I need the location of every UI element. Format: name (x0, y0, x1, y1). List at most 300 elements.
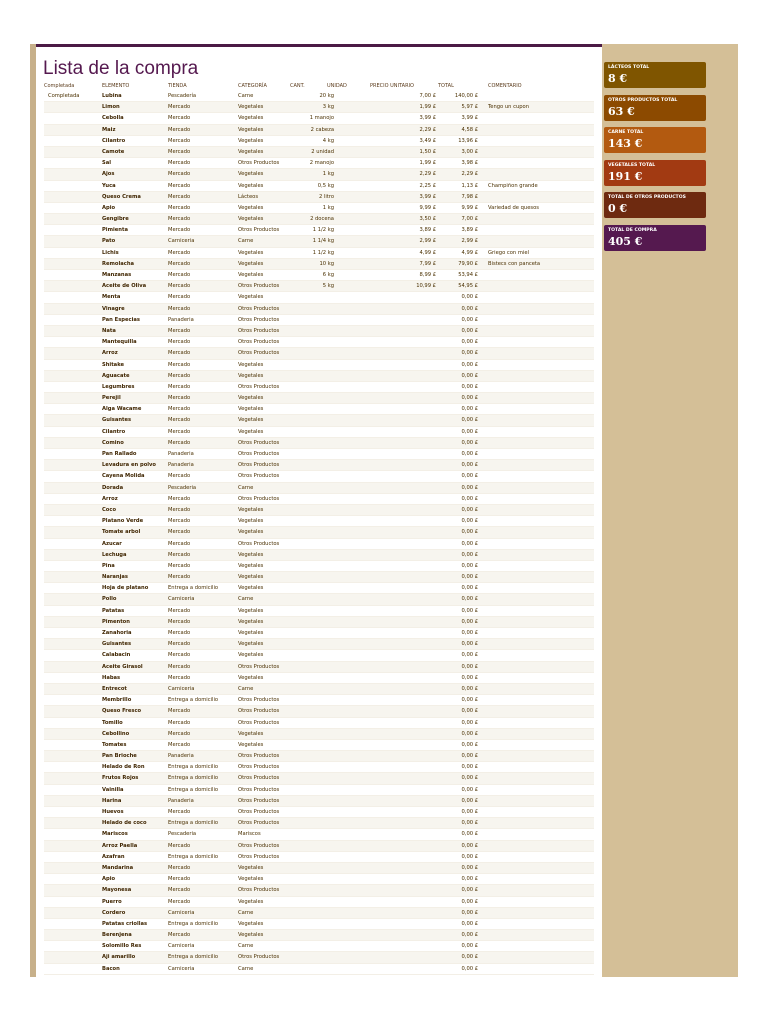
table-row[interactable] (44, 371, 594, 382)
store-cell[interactable]: Mercado (168, 260, 191, 267)
item-cell[interactable]: Apio (102, 204, 116, 211)
unit-price-cell[interactable]: 1,99 £ (419, 160, 436, 167)
table-row[interactable] (44, 505, 594, 516)
store-cell[interactable]: Mercado (168, 473, 191, 480)
category-cell[interactable]: Vegetales (238, 607, 264, 614)
category-cell[interactable]: Vegetales (238, 506, 264, 513)
item-cell[interactable]: Alga Wacame (102, 406, 142, 413)
item-cell[interactable]: Helado de Ron (102, 764, 145, 771)
quantity-cell[interactable]: 0,5 kg (317, 182, 334, 189)
store-cell[interactable]: Entrega a domicilio (168, 920, 219, 927)
item-cell[interactable]: Helado de coco (102, 820, 147, 827)
total-cell[interactable]: 0,00 £ (461, 428, 478, 435)
store-cell[interactable]: Mercado (168, 898, 191, 905)
unit-price-cell[interactable]: 9,99 £ (419, 204, 436, 211)
quantity-cell[interactable]: 3 kg (322, 104, 334, 111)
total-cell[interactable]: 0,00 £ (461, 876, 478, 883)
category-cell[interactable]: Vegetales (238, 272, 264, 278)
store-cell[interactable]: Mercado (168, 294, 191, 301)
unit-price-cell[interactable]: 7,00 £ (419, 93, 436, 99)
table-row[interactable] (44, 236, 594, 247)
item-cell[interactable]: Harina (102, 797, 122, 804)
total-cell[interactable]: 79,90 £ (458, 260, 478, 267)
total-cell[interactable]: 0,00 £ (461, 853, 478, 860)
total-cell[interactable]: 0,00 £ (461, 887, 478, 894)
unit-price-cell[interactable]: 2,25 £ (419, 182, 436, 189)
total-cell[interactable]: 0,00 £ (461, 607, 478, 614)
total-cell[interactable]: 0,00 £ (461, 954, 478, 961)
category-cell[interactable]: Vegetales (238, 932, 264, 939)
category-cell[interactable]: Otros Productos (238, 708, 280, 715)
total-cell[interactable]: 0,00 £ (461, 417, 478, 424)
store-cell[interactable]: Mercado (168, 540, 191, 547)
store-cell[interactable]: Mercado (168, 809, 191, 815)
quantity-cell[interactable]: 1 1/2 kg (312, 227, 334, 234)
item-cell[interactable]: Frutos Rojos (102, 775, 139, 782)
store-cell[interactable]: Mercado (168, 350, 191, 357)
total-cell[interactable]: 5,97 £ (461, 104, 478, 111)
store-cell[interactable]: Carniceria (168, 909, 195, 916)
category-cell[interactable]: Carne (238, 484, 254, 491)
quantity-cell[interactable]: 10 kg (319, 260, 334, 267)
total-cell[interactable]: 0,00 £ (461, 316, 478, 323)
total-cell[interactable]: 0,00 £ (461, 697, 478, 704)
category-cell[interactable]: Vegetales (238, 171, 264, 178)
table-row[interactable] (44, 751, 594, 762)
table-row[interactable] (44, 897, 594, 908)
table-row[interactable] (44, 158, 594, 169)
total-cell[interactable]: 0,00 £ (461, 741, 478, 748)
unit-price-cell[interactable]: 7,99 £ (419, 260, 436, 267)
item-cell[interactable]: Arroz (102, 495, 118, 502)
store-cell[interactable]: Mercado (168, 708, 191, 715)
quantity-cell[interactable]: 2 cabeza (310, 126, 334, 133)
store-cell[interactable]: Mercado (168, 864, 191, 871)
table-row[interactable] (44, 684, 594, 695)
unit-price-cell[interactable]: 3,99 £ (419, 193, 436, 200)
category-cell[interactable]: Otros Productos (238, 753, 280, 760)
store-cell[interactable]: Mercado (168, 630, 191, 636)
quantity-cell[interactable]: 2 docena (310, 216, 334, 223)
item-cell[interactable]: Ajos (102, 171, 115, 178)
category-cell[interactable]: Otros Productos (238, 327, 280, 334)
total-cell[interactable]: 0,00 £ (461, 663, 478, 670)
category-cell[interactable]: Vegetales (238, 361, 264, 368)
comment-cell[interactable]: Griego con miel (488, 249, 529, 256)
category-cell[interactable]: Vegetales (238, 585, 264, 592)
total-cell[interactable]: 0,00 £ (461, 898, 478, 905)
item-cell[interactable]: Gengibre (102, 216, 129, 223)
item-cell[interactable]: Pan Rallado (102, 451, 137, 457)
item-cell[interactable]: Comino (102, 439, 124, 446)
store-cell[interactable]: Entrega a domicilio (168, 853, 219, 860)
header-unit[interactable]: UNIDAD (327, 83, 347, 89)
total-cell[interactable]: 3,99 £ (461, 115, 478, 122)
total-cell[interactable]: 140,00 £ (454, 93, 478, 99)
total-cell[interactable]: 1,13 £ (461, 182, 478, 189)
total-cell[interactable]: 0,00 £ (461, 574, 478, 581)
store-cell[interactable]: Pescaderia (168, 831, 197, 838)
table-row[interactable] (44, 695, 594, 706)
header-unit-price[interactable]: PRECIO UNITARIO (370, 83, 414, 89)
item-cell[interactable]: Menta (102, 294, 121, 301)
item-cell[interactable]: Remolacha (102, 260, 135, 267)
total-cell[interactable]: 0,00 £ (461, 820, 478, 827)
category-cell[interactable]: Vegetales (238, 551, 264, 558)
total-cell[interactable]: 13,96 £ (458, 137, 478, 144)
table-row[interactable] (44, 539, 594, 550)
category-cell[interactable]: Otros Productos (238, 305, 280, 312)
total-cell[interactable]: 0,00 £ (461, 809, 478, 815)
category-cell[interactable]: Vegetales (238, 652, 264, 659)
store-cell[interactable]: Mercado (168, 204, 191, 211)
table-row[interactable] (44, 102, 594, 113)
quantity-cell[interactable]: 20 kg (319, 93, 334, 99)
table-row[interactable] (44, 919, 594, 930)
table-row[interactable] (44, 818, 594, 829)
table-row[interactable] (44, 91, 594, 102)
item-cell[interactable]: Cilantro (102, 428, 126, 435)
total-cell[interactable]: 0,00 £ (461, 786, 478, 793)
item-cell[interactable]: Manzanas (102, 272, 132, 278)
item-cell[interactable]: Coco (102, 506, 117, 513)
store-cell[interactable]: Mercado (168, 249, 191, 256)
category-cell[interactable]: Vegetales (238, 428, 264, 435)
category-cell[interactable]: Mariscos (238, 831, 261, 838)
item-cell[interactable]: Queso Crema (102, 193, 141, 200)
table-row[interactable] (44, 304, 594, 315)
item-cell[interactable]: Maiz (102, 126, 116, 133)
store-cell[interactable]: Mercado (168, 529, 191, 536)
total-cell[interactable]: 0,00 £ (461, 864, 478, 871)
total-cell[interactable]: 0,00 £ (461, 730, 478, 737)
category-cell[interactable]: Carne (238, 909, 254, 916)
item-cell[interactable]: Patatas criollas (102, 920, 148, 927)
comment-cell[interactable]: Bistecs con panceta (488, 260, 541, 267)
store-cell[interactable]: Mercado (168, 551, 191, 558)
total-cell[interactable]: 0,00 £ (461, 842, 478, 849)
store-cell[interactable]: Mercado (168, 171, 191, 178)
total-cell[interactable]: 0,00 £ (461, 361, 478, 368)
total-cell[interactable]: 0,00 £ (461, 965, 478, 972)
store-cell[interactable]: Mercado (168, 137, 191, 144)
table-row[interactable] (44, 393, 594, 404)
item-cell[interactable]: Entrecot (102, 685, 127, 692)
comment-cell[interactable]: Champiñon grande (488, 182, 538, 189)
unit-price-cell[interactable]: 10,99 £ (416, 283, 436, 290)
item-cell[interactable]: Aguacate (102, 372, 130, 379)
store-cell[interactable]: Carniceria (168, 965, 195, 972)
total-cell[interactable]: 0,00 £ (461, 406, 478, 413)
store-cell[interactable]: Entrega a domicilio (168, 775, 219, 782)
item-cell[interactable]: Aji amarillo (102, 954, 136, 961)
store-cell[interactable]: Mercado (168, 618, 191, 625)
category-cell[interactable]: Vegetales (238, 864, 264, 871)
table-row[interactable] (44, 550, 594, 561)
total-cell[interactable]: 0,00 £ (461, 685, 478, 692)
total-cell[interactable]: 2,99 £ (461, 238, 478, 245)
total-cell[interactable]: 54,95 £ (458, 283, 478, 290)
category-cell[interactable]: Otros Productos (238, 663, 280, 670)
store-cell[interactable]: Mercado (168, 641, 191, 648)
store-cell[interactable]: Mercado (168, 417, 191, 424)
total-cell[interactable]: 4,58 £ (461, 126, 478, 133)
item-cell[interactable]: Lichis (102, 249, 119, 256)
total-cell[interactable]: 0,00 £ (461, 350, 478, 357)
total-cell[interactable]: 0,00 £ (461, 506, 478, 513)
category-cell[interactable]: Otros Productos (238, 764, 280, 771)
quantity-cell[interactable]: 1 1/2 kg (312, 249, 334, 256)
total-cell[interactable]: 3,98 £ (461, 160, 478, 167)
store-cell[interactable]: Entrega a domicilio (168, 585, 219, 592)
header-completed[interactable]: Completada (44, 83, 75, 89)
total-cell[interactable]: 0,00 £ (461, 372, 478, 379)
table-row[interactable] (44, 908, 594, 919)
total-cell[interactable]: 0,00 £ (461, 518, 478, 525)
header-total[interactable]: TOTAL (438, 83, 454, 89)
item-cell[interactable]: Platano Verde (102, 518, 144, 525)
item-cell[interactable]: Naranjas (102, 574, 128, 581)
category-cell[interactable]: Vegetales (238, 641, 264, 648)
store-cell[interactable]: Mercado (168, 395, 191, 402)
total-cell[interactable]: 2,29 £ (461, 171, 478, 178)
category-cell[interactable]: Vegetales (238, 104, 264, 111)
total-cell[interactable]: 0,00 £ (461, 943, 478, 950)
category-cell[interactable]: Otros Productos (238, 451, 280, 457)
category-cell[interactable]: Vegetales (238, 137, 264, 144)
unit-price-cell[interactable]: 8,99 £ (419, 272, 436, 278)
store-cell[interactable]: Mercado (168, 104, 191, 111)
unit-price-cell[interactable]: 1,99 £ (419, 104, 436, 111)
item-cell[interactable]: Aceite de Oliva (102, 283, 147, 290)
comment-cell[interactable]: Tengo un cupon (488, 104, 529, 111)
total-cell[interactable]: 0,00 £ (461, 462, 478, 469)
store-cell[interactable]: Panaderia (168, 797, 194, 804)
store-cell[interactable]: Panaderia (168, 316, 194, 323)
total-cell[interactable]: 0,00 £ (461, 674, 478, 681)
table-row[interactable] (44, 449, 594, 460)
category-cell[interactable]: Vegetales (238, 182, 264, 189)
total-cell[interactable]: 0,00 £ (461, 484, 478, 491)
table-row[interactable] (44, 136, 594, 147)
item-cell[interactable]: Habas (102, 674, 121, 681)
store-cell[interactable]: Mercado (168, 406, 191, 413)
table-row[interactable] (44, 852, 594, 863)
header-quantity[interactable]: CANT. (290, 83, 305, 89)
total-cell[interactable]: 3,89 £ (461, 227, 478, 234)
item-cell[interactable]: Levadura en polvo (102, 462, 156, 469)
category-cell[interactable]: Vegetales (238, 249, 264, 256)
table-row[interactable] (44, 885, 594, 896)
header-category[interactable]: CATEGORÍA (238, 83, 267, 89)
store-cell[interactable]: Panaderia (168, 451, 194, 457)
total-cell[interactable]: 0,00 £ (461, 562, 478, 569)
store-cell[interactable]: Mercado (168, 126, 191, 133)
item-cell[interactable]: Arroz (102, 350, 118, 357)
store-cell[interactable]: Entrega a domicilio (168, 764, 219, 771)
store-cell[interactable]: Entrega a domicilio (168, 820, 219, 827)
category-cell[interactable]: Otros Productos (238, 495, 280, 502)
store-cell[interactable]: Entrega a domicilio (168, 954, 219, 961)
item-cell[interactable]: Cordero (102, 909, 126, 916)
store-cell[interactable]: Mercado (168, 227, 191, 234)
total-cell[interactable]: 0,00 £ (461, 797, 478, 804)
item-cell[interactable]: Pina (102, 562, 115, 569)
item-cell[interactable]: Guisantes (102, 417, 132, 424)
category-cell[interactable]: Vegetales (238, 730, 264, 737)
table-row[interactable] (44, 460, 594, 471)
item-cell[interactable]: Cebolla (102, 115, 124, 122)
quantity-cell[interactable]: 1 1/4 kg (312, 238, 334, 245)
store-cell[interactable]: Mercado (168, 876, 191, 883)
store-cell[interactable]: Mercado (168, 574, 191, 581)
item-cell[interactable]: Guisantes (102, 641, 132, 648)
item-cell[interactable]: Huevos (102, 809, 124, 815)
table-row[interactable] (44, 225, 594, 236)
table-row[interactable] (44, 203, 594, 214)
category-cell[interactable]: Otros Productos (238, 160, 280, 167)
item-cell[interactable]: Queso Fresco (102, 708, 142, 715)
store-cell[interactable]: Mercado (168, 495, 191, 502)
store-cell[interactable]: Carniceria (168, 238, 195, 245)
item-cell[interactable]: Pimienta (102, 227, 128, 234)
store-cell[interactable]: Mercado (168, 272, 191, 278)
total-cell[interactable]: 4,99 £ (461, 249, 478, 256)
total-cell[interactable]: 0,00 £ (461, 529, 478, 536)
item-cell[interactable]: Camote (102, 148, 125, 155)
store-cell[interactable]: Mercado (168, 115, 191, 122)
store-cell[interactable]: Carniceria (168, 685, 195, 692)
comment-cell[interactable]: Variedad de quesos (488, 204, 539, 211)
store-cell[interactable]: Mercado (168, 305, 191, 312)
category-cell[interactable]: Vegetales (238, 115, 264, 122)
store-cell[interactable]: Carniceria (168, 943, 195, 950)
table-row[interactable] (44, 438, 594, 449)
unit-price-cell[interactable]: 1,50 £ (419, 148, 436, 155)
total-cell[interactable]: 0,00 £ (461, 831, 478, 838)
category-cell[interactable]: Otros Productos (238, 786, 280, 793)
table-row[interactable] (44, 673, 594, 684)
store-cell[interactable]: Mercado (168, 361, 191, 368)
table-row[interactable] (44, 415, 594, 426)
item-cell[interactable]: Pato (102, 238, 116, 245)
category-cell[interactable]: Lácteos (238, 193, 259, 200)
category-cell[interactable]: Vegetales (238, 876, 264, 883)
total-cell[interactable]: 0,00 £ (461, 764, 478, 771)
item-cell[interactable]: Tomates (102, 741, 127, 748)
table-row[interactable] (44, 785, 594, 796)
store-cell[interactable]: Mercado (168, 160, 191, 167)
item-cell[interactable]: Pan Brioche (102, 753, 137, 760)
table-row[interactable] (44, 427, 594, 438)
total-cell[interactable]: 0,00 £ (461, 339, 478, 346)
table-row[interactable] (44, 606, 594, 617)
quantity-cell[interactable]: 2 manojo (309, 160, 334, 167)
total-cell[interactable]: 0,00 £ (461, 652, 478, 659)
store-cell[interactable]: Mercado (168, 506, 191, 513)
category-cell[interactable]: Otros Productos (238, 439, 280, 446)
store-cell[interactable]: Mercado (168, 741, 191, 748)
item-cell[interactable]: Cebollino (102, 730, 130, 737)
item-cell[interactable]: Cilantro (102, 137, 126, 144)
quantity-cell[interactable]: 1 manojo (309, 115, 334, 122)
category-cell[interactable]: Otros Productos (238, 809, 280, 815)
total-cell[interactable]: 0,00 £ (461, 495, 478, 502)
category-cell[interactable]: Otros Productos (238, 797, 280, 804)
store-cell[interactable]: Mercado (168, 719, 191, 726)
item-cell[interactable]: Cayena Molida (102, 473, 145, 480)
category-cell[interactable]: Carne (238, 93, 254, 99)
total-cell[interactable]: 53,94 £ (458, 272, 478, 278)
table-row[interactable] (44, 348, 594, 359)
category-cell[interactable]: Otros Productos (238, 383, 280, 390)
category-cell[interactable]: Vegetales (238, 562, 264, 569)
store-cell[interactable]: Mercado (168, 932, 191, 939)
category-cell[interactable]: Otros Productos (238, 887, 280, 894)
item-cell[interactable]: Pan Especias (102, 316, 140, 323)
total-cell[interactable]: 0,00 £ (461, 305, 478, 312)
total-cell[interactable]: 0,00 £ (461, 585, 478, 592)
item-cell[interactable]: Vinagre (102, 305, 125, 312)
unit-price-cell[interactable]: 3,89 £ (419, 227, 436, 234)
category-cell[interactable]: Vegetales (238, 148, 264, 155)
category-cell[interactable]: Vegetales (238, 630, 264, 636)
item-cell[interactable]: Lubina (102, 93, 122, 99)
store-cell[interactable]: Panaderia (168, 753, 194, 760)
total-cell[interactable]: 0,00 £ (461, 294, 478, 301)
item-cell[interactable]: Bacon (102, 965, 120, 972)
table-row[interactable] (44, 147, 594, 158)
table-row[interactable] (44, 952, 594, 963)
table-row[interactable] (44, 740, 594, 751)
table-row[interactable] (44, 281, 594, 292)
category-cell[interactable]: Otros Productos (238, 540, 280, 547)
table-row[interactable] (44, 113, 594, 124)
total-cell[interactable]: 0,00 £ (461, 932, 478, 939)
table-row[interactable] (44, 169, 594, 180)
store-cell[interactable]: Mercado (168, 730, 191, 737)
unit-price-cell[interactable]: 3,99 £ (419, 115, 436, 122)
table-row[interactable] (44, 762, 594, 773)
store-cell[interactable]: Mercado (168, 327, 191, 334)
store-cell[interactable]: Mercado (168, 652, 191, 659)
category-cell[interactable]: Carne (238, 943, 254, 950)
quantity-cell[interactable]: 4 kg (322, 137, 334, 144)
store-cell[interactable]: Pescadería (168, 93, 197, 99)
table-row[interactable] (44, 583, 594, 594)
category-cell[interactable]: Otros Productos (238, 339, 280, 346)
category-cell[interactable]: Carne (238, 596, 254, 603)
category-cell[interactable]: Vegetales (238, 204, 264, 211)
total-cell[interactable]: 7,98 £ (461, 193, 478, 200)
item-cell[interactable]: Mayonesa (102, 887, 132, 894)
item-cell[interactable]: Azafran (102, 853, 125, 860)
table-row[interactable] (44, 337, 594, 348)
table-row[interactable] (44, 561, 594, 572)
table-row[interactable] (44, 964, 594, 975)
item-cell[interactable]: Perejil (102, 395, 121, 402)
category-cell[interactable]: Otros Productos (238, 842, 280, 849)
table-row[interactable] (44, 214, 594, 225)
item-cell[interactable]: Azucar (102, 540, 122, 547)
category-cell[interactable]: Vegetales (238, 618, 264, 625)
table-row[interactable] (44, 181, 594, 192)
category-cell[interactable]: Carne (238, 238, 254, 245)
table-row[interactable] (44, 617, 594, 628)
table-row[interactable] (44, 807, 594, 818)
store-cell[interactable]: Mercado (168, 428, 191, 435)
store-cell[interactable]: Mercado (168, 182, 191, 189)
